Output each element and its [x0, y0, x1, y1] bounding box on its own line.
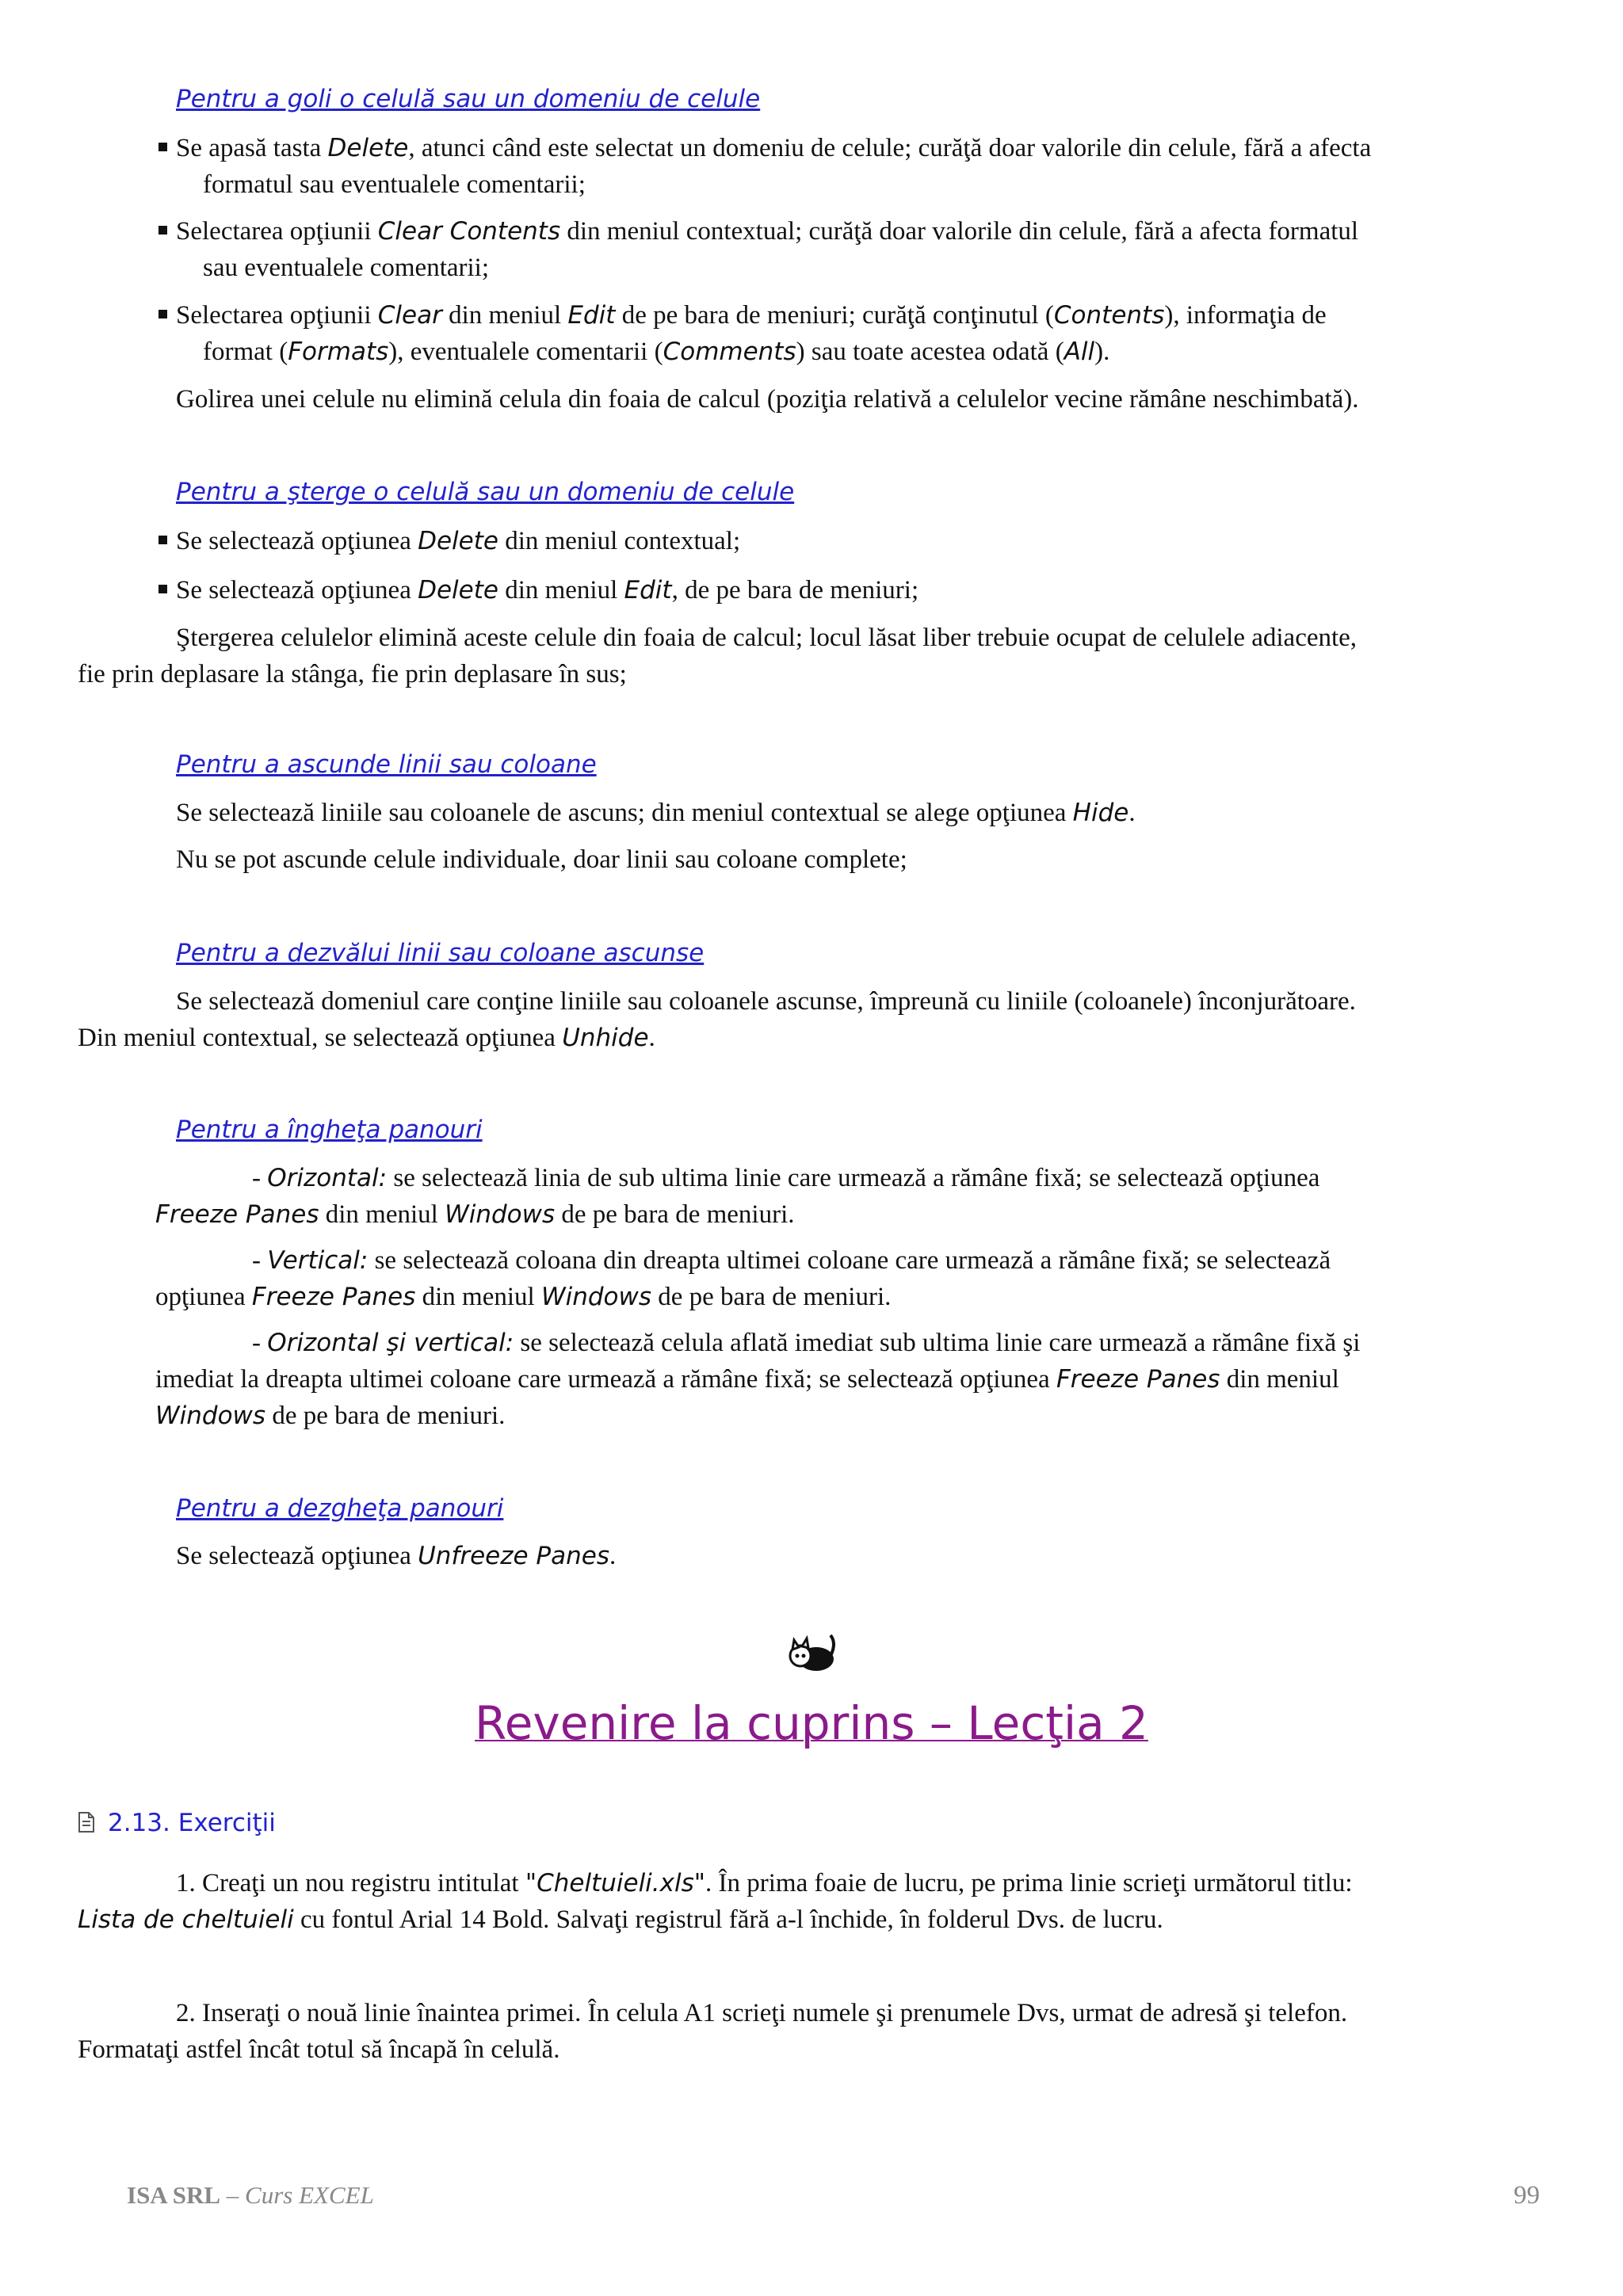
- bullet-text-cont: sau eventualele comentarii;: [203, 254, 490, 282]
- paragraph-cont: opţiunea Freeze Panes din meniul Windows de pe bara de meniuri.: [155, 1283, 892, 1311]
- exercise-2-cont: Formataţi astfel încât totul să încapă în celulă.: [78, 2035, 560, 2064]
- page-number: 99: [1514, 2181, 1540, 2210]
- bullet-text-cont: format (Formats), eventualele comentarii (Comments) sau toate acestea odată (All).: [203, 338, 1110, 366]
- paragraph: Nu se pot ascunde celule individuale, doar linii sau coloane complete;: [176, 845, 907, 874]
- paragraph: Se selectează liniile sau coloanele de ascuns; din meniul contextual se alege opţiunea Hide.: [176, 799, 1136, 827]
- bullet-text-cont: formatul sau eventualele comentarii;: [203, 170, 586, 199]
- paragraph-cont: Freeze Panes din meniul Windows de pe bara de meniuri.: [155, 1200, 795, 1229]
- paragraph-cont: imediat la dreapta ultimei coloane care urmează a rămâne fixă; se selectează opţiunea Freeze Panes din meniul: [155, 1365, 1339, 1394]
- section-heading-freeze[interactable]: Pentru a îngheţa panouri: [176, 1116, 483, 1144]
- bullet-text: Selectarea opţiunii Clear din meniul Edit de pe bara de meniuri; curăţă conţinutul (Contents), informaţia de: [176, 301, 1327, 330]
- section-heading-unfreeze[interactable]: Pentru a dezgheţa panouri: [176, 1494, 504, 1523]
- paragraph-cont: Din meniul contextual, se selectează opţiunea Unhide.: [78, 1024, 655, 1052]
- paragraph: - Vertical: se selectează coloana din dreapta ultimei coloane care urmează a rămâne fixă; se selectează: [252, 1246, 1331, 1275]
- paragraph: - Orizontal: se selectează linia de sub ultima linie care urmează a rămâne fixă; se selectează opţiunea: [252, 1164, 1320, 1192]
- bullet-icon: [158, 585, 167, 593]
- bullet-icon: [158, 143, 167, 151]
- bullet-text: Se apasă tasta Delete, atunci când este selectat un domeniu de celule; curăţă doar valorile din celule, fără a afecta: [176, 134, 1372, 162]
- bullet-text: Se selectează opţiunea Delete din meniul Edit, de pe bara de meniuri;: [176, 576, 919, 605]
- exercises-heading[interactable]: 2.13. Exerciţii: [108, 1809, 276, 1837]
- paragraph-cont: Windows de pe bara de meniuri.: [155, 1402, 506, 1430]
- paragraph: Se selectează domeniul care conţine liniile sau coloanele ascunse, împreună cu liniile (coloanele) înconjurătoare.: [176, 987, 1356, 1016]
- document-icon: [78, 1811, 95, 1833]
- exercise-1-cont: Lista de cheltuieli cu fontul Arial 14 Bold. Salvaţi registrul fără a-l închide, în folderul Dvs. de lucru.: [78, 1905, 1163, 1934]
- paragraph-cont: fie prin deplasare la stânga, fie prin deplasare în sus;: [78, 660, 627, 688]
- bullet-icon: [158, 310, 167, 318]
- paragraph: Golirea unei celule nu elimină celula din foaia de calcul (poziţia relativă a celulelor vecine rămâne neschimbată).: [176, 385, 1359, 414]
- bullet-text: Selectarea opţiunii Clear Contents din meniul contextual; curăţă doar valorile din celule, fără a afecta formatul: [176, 217, 1359, 246]
- paragraph: - Orizontal şi vertical: se selectează celula aflată imediat sub ultima linie care urmează a rămâne fixă şi: [252, 1329, 1361, 1357]
- bullet-icon: [158, 226, 167, 235]
- footer-course: ISA SRL – Curs EXCEL: [127, 2181, 374, 2209]
- exercise-2: 2. Inseraţi o nouă linie înaintea primei. În celula A1 scrieţi numele şi prenumele Dvs, urmat de adresă şi telefon.: [176, 1999, 1348, 2027]
- back-to-contents-link[interactable]: Revenire la cuprins – Lecţia 2: [475, 1696, 1148, 1750]
- exercise-1: 1. Creaţi un nou registru intitulat "Cheltuieli.xls". În prima foaie de lucru, pe prima linie scrieţi următorul titlu:: [176, 1869, 1353, 1897]
- section-heading-hide[interactable]: Pentru a ascunde linii sau coloane: [176, 750, 597, 779]
- paragraph: Ştergerea celulelor elimină aceste celule din foaia de calcul; locul lăsat liber trebuie ocupat de celulele adiacente,: [176, 624, 1358, 652]
- section-heading-clear[interactable]: Pentru a goli o celulă sau un domeniu de celule: [176, 85, 761, 113]
- section-heading-delete[interactable]: Pentru a şterge o celulă sau un domeniu de celule: [176, 478, 795, 506]
- cat-icon: [788, 1632, 837, 1673]
- bullet-text: Se selectează opţiunea Delete din meniul contextual;: [176, 527, 741, 555]
- paragraph: Se selectează opţiunea Unfreeze Panes.: [176, 1542, 617, 1570]
- section-heading-unhide[interactable]: Pentru a dezvălui linii sau coloane ascunse: [176, 939, 705, 967]
- bullet-icon: [158, 536, 167, 544]
